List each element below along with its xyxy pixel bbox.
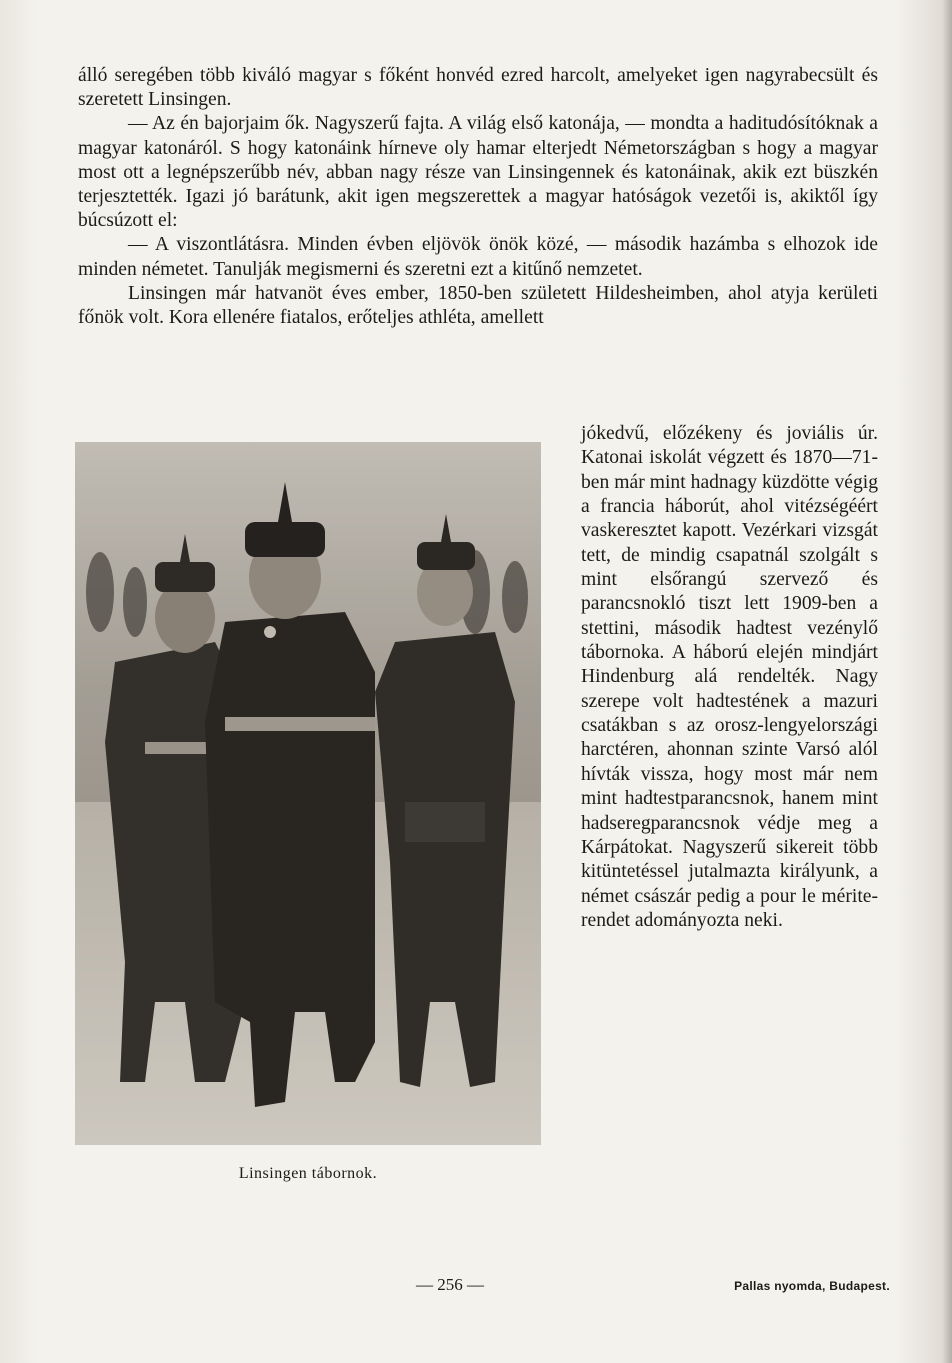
paragraph-1: álló seregében több kiváló magyar s főként honvéd ezred harcolt, amelyeket igen nagyrabecsült és szeretett Linsingen. bbox=[78, 65, 878, 111]
printer-imprint: Pallas nyomda, Budapest. bbox=[734, 1279, 890, 1293]
right-column-text: jókedvű, előzékeny és joviális úr. Katonai iskolát végzett és 1870—71-ben már mint hadnagy küzdötte végig a francia háborút, ahol vitézségéért vaskeresztet kapott. Vezérkari vizsgát tett, de mindig csapatnál szolgált s mint elsőrangú szervező és parancsnokló tiszt lett 1909-ben a stettini, második hadtest vezénylő tábornoka. A háború elején mindjárt Hindenburg alá rendelték. Nagy szerepe volt hadtestének a mazuri csatákban s az orosz-lengyelországi harctéren, ahonnan szinte Varsó alól hívták vissza, hogy most már nem mint hadtestparancsnok, hanem mint hadseregparancsnok védje meg a Kárpátokat. Nagyszerű sikereit több kitüntetéssel jutalmazta királyunk, a német császár pedig a pour le mérite-rendet adományozta neki. bbox=[581, 423, 878, 931]
photo-linsingen bbox=[75, 442, 541, 1145]
top-text-block bbox=[78, 64, 878, 330]
page-edge-shadow bbox=[942, 0, 952, 1363]
photo-caption: Linsingen tábornok. bbox=[238, 1165, 378, 1182]
page-number: — 256 — bbox=[416, 1275, 484, 1294]
paragraph-2: — Az én bajorjaim ők. Nagyszerű fajta. A világ első katonája, — mondta a haditudósítóknak a magyar katonáról. S hogy katonáink hírneve oly hamar elterjedt Németországban s hogy a magyar most ott a legnépszerűbb név, abban nagy része van Linsingennek és katonáinak, akik ezt büszkén terjesztették. Igazi jó barátunk, akit igen megszerettek a magyar hatóságok vezetői is, akiktől így búcsúzott el: bbox=[78, 113, 878, 232]
paragraph-3: — A viszontlátásra. Minden évben eljövök önök közé, — második hazámba s elhozok ide minden németet. Tanulják megismerni és szeretni ezt a kitűnő nemzetet. bbox=[78, 234, 878, 280]
paragraph-4: Linsingen már hatvanöt éves ember, 1850-ben született Hildesheimben, ahol atyja kerületi főnök volt. Kora ellenére fiatalos, erőteljes athléta, amellett bbox=[78, 282, 878, 329]
